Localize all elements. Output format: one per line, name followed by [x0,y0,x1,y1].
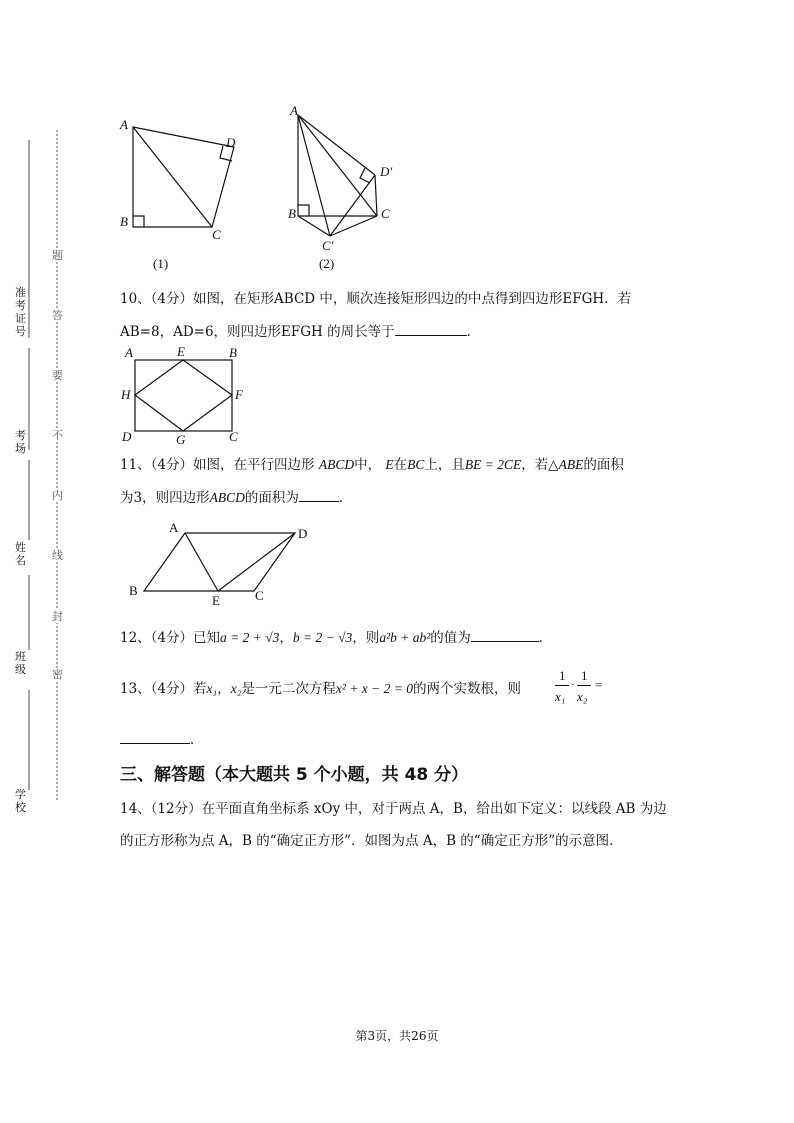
q10-text2: AB=8，AD=6，则四边形EFGH 的周长等于 [120,324,395,340]
q12-text: 的值为 [430,630,471,646]
point-label: B [129,583,138,598]
point-label: C [255,588,264,603]
fraction-numerator: 1 [581,668,588,683]
point-label: A [125,345,133,360]
math-var: E [385,457,394,472]
point-label: C [212,227,221,242]
q13-number: 13、（4分） [120,681,194,697]
q12-text: ，则 [352,630,380,646]
equals-sign: = [595,677,603,692]
multiply-dot: · [571,677,575,691]
seal-char: 内 [52,489,63,502]
point-label: C′ [322,238,334,253]
seal-char: 答 [52,309,63,322]
math-expression: x² + x − 2 = 0 [335,681,414,696]
label-exam-room: 考场 [15,429,26,455]
math-var: ABCD [209,490,245,505]
point-label: D [298,526,308,541]
q10-tail: ． [466,324,481,340]
q13-text: 若 [193,681,207,697]
answer-blank[interactable] [395,321,467,336]
label-school: 学校 [15,788,26,814]
q11-text: 在 [393,457,408,473]
figure-1-quadrilateral [133,127,234,227]
binding-lines [0,0,80,830]
answer-blank[interactable] [299,487,339,502]
point-label: B [229,345,237,360]
seal-char: 线 [52,549,63,562]
q11-number: 11、（4分） [120,457,194,473]
figure-caption: (1) [153,256,169,271]
q11-text: 中， [354,457,382,473]
fraction-bar [555,685,569,686]
point-label: H [121,387,131,402]
point-label: B [120,214,128,229]
q12-tail: ． [538,630,553,646]
seal-char: 题 [52,249,63,262]
q10-number: 10、（4分） [120,291,194,307]
label-name: 姓名 [15,541,26,567]
q13-fraction-product [555,668,615,714]
q14-text: 在平面直角坐标系 xOy 中，对于两点 A，B，给出如下定义：以线段 AB 为边 [201,801,667,817]
label-exam-id: 准考证号 [15,286,26,338]
point-label: C [381,206,390,221]
q14-line2 [120,831,623,851]
math-expression: a²b + ab² [379,630,431,645]
q12-text: 已知 [193,630,221,646]
figure-caption: (2) [319,256,335,271]
answer-blank[interactable] [471,627,539,642]
point-label: F [235,387,243,402]
q14-number: 14、（12分） [120,801,202,817]
label-class: 班级 [15,650,26,676]
math-var: BC [407,457,425,472]
point-label: E [177,344,185,359]
q11-parallelogram-diagram [140,525,310,600]
q12-line [120,627,552,648]
q13-text: ， [217,681,231,697]
q11-text: 的面积为 [244,490,299,506]
math-var: ABE [558,457,584,472]
math-expression: a = 2 + √3 [220,630,280,645]
seal-char: 密 [52,668,63,681]
q11-text: 的面积 [583,457,624,473]
seal-char: 封 [52,610,63,623]
q11-text: 上，且 [424,457,465,473]
q13-tail: ． [190,732,204,748]
q11-text: 为3，则四边形 [120,490,210,506]
point-label: A [290,103,298,118]
q11-text: 如图，在平行四边形 [193,457,315,473]
q10-line2 [120,321,480,342]
fraction-numerator: 1 [559,668,566,683]
math-var: x₁ [206,681,218,696]
q12-text: ， [279,630,293,646]
math-expression: b = 2 − √3 [292,630,353,645]
q13-line2 [120,729,204,750]
q13-text: 的两个实数根，则 [413,681,522,697]
fraction-bar [577,685,591,686]
q11-tail: ． [338,490,353,506]
point-label: A [120,117,128,132]
point-label: D′ [380,164,393,179]
figure-2-folded [298,115,377,236]
point-label: A [169,520,179,535]
q9-figure-diagrams [110,100,420,275]
point-label: E [212,593,220,608]
fraction-denominator: x₂ [577,689,588,704]
point-label: C [229,429,238,444]
fraction-denominator: x₁ [555,689,566,704]
seal-char: 不 [52,429,63,442]
math-var: BE = 2CE [464,457,522,472]
section-title: 三、解答题（本大题共 5 个小题，共 48 分） [120,765,469,785]
q14-line1 [120,799,667,819]
math-var: x₂ [230,681,242,696]
q13-text: 是一元二次方程 [241,681,336,697]
answer-blank[interactable] [120,729,190,744]
q14-text: 的正方形称为点 A，B 的“确定正方形”．如图为点 A，B 的“确定正方形”的示意图． [120,833,623,849]
q11-line1 [120,455,624,475]
seal-char: 要 [52,369,63,382]
q11-line2 [120,487,352,508]
point-label: B [288,206,296,221]
q11-text: ，若△ [521,457,559,473]
page-footer: 第3页，共26页 [355,1029,439,1043]
q12-number: 12、（4分） [120,630,194,646]
point-label: D [122,429,132,444]
q10-line1 [120,289,631,309]
point-label: D [226,135,236,150]
point-label: G [176,432,186,447]
q10-text1: 如图，在矩形ABCD 中，顺次连接矩形四边的中点得到四边形EFGH．若 [193,291,632,307]
q13-line1 [120,679,521,699]
math-var: ABCD [318,457,355,472]
